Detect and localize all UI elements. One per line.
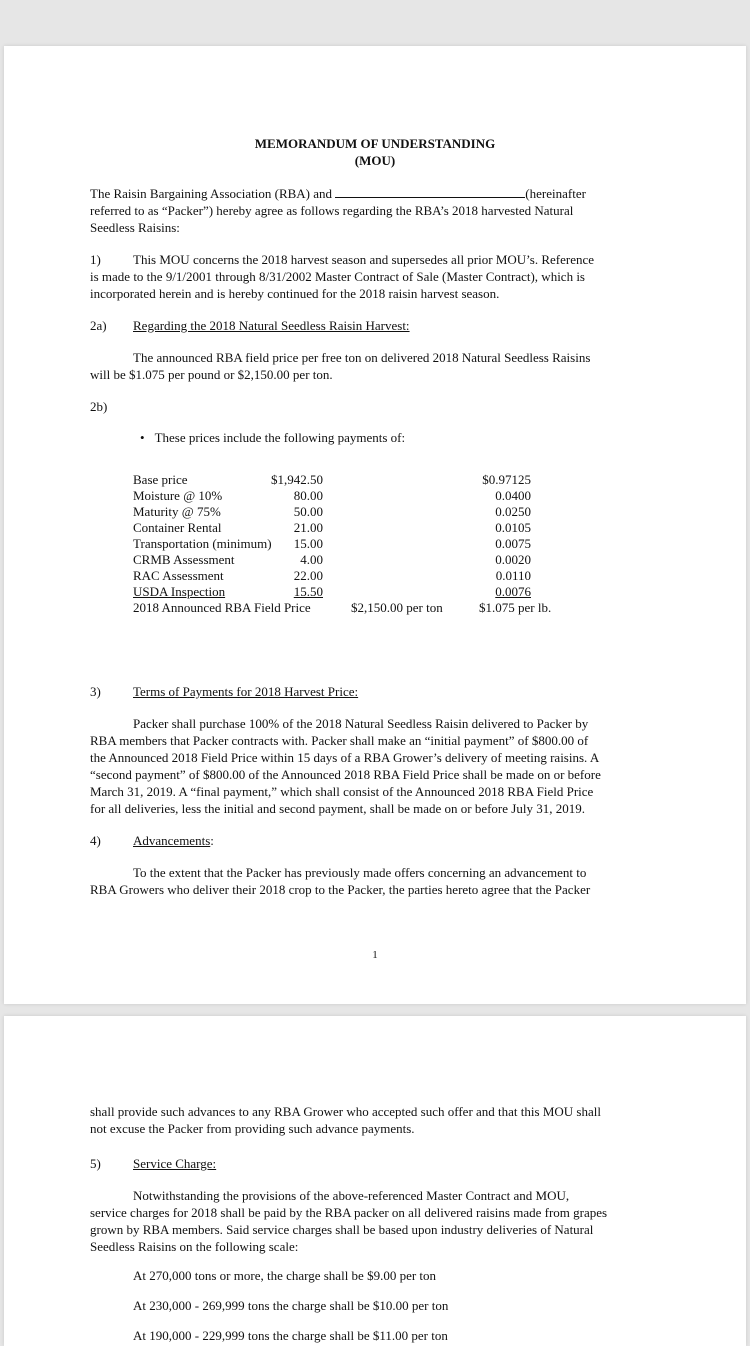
section-1-line-1: This MOU concerns the 2018 harvest season and supersedes all prior MOU’s. Reference <box>133 252 595 267</box>
total-label: 2018 Announced RBA Field Price <box>133 600 311 615</box>
row-label: CRMB Assessment <box>133 552 235 567</box>
row-per-ton: $1,942.50 <box>271 472 323 487</box>
bullet-item <box>140 430 405 446</box>
table-row <box>133 584 593 600</box>
row-per-lb: 0.0076 <box>495 584 531 599</box>
section-4-line-1: To the extent that the Packer has previously made offers concerning an advancement to <box>133 865 587 880</box>
row-per-ton: 21.00 <box>293 520 323 535</box>
section-3-line-5: March 31, 2019. A “final payment,” which shall consist of the Announced 2018 RBA Field Price <box>90 784 594 799</box>
section-3-line-3: the Announced 2018 Field Price within 15 days of a RBA Grower’s delivery of meeting raisins. A <box>90 750 600 765</box>
table-row <box>133 536 593 552</box>
row-per-lb: 0.0020 <box>495 552 531 567</box>
table-row <box>133 488 593 504</box>
row-per-ton: 50.00 <box>293 504 323 519</box>
scale-line-2: At 230,000 - 269,999 tons the charge shall be $10.00 per ton <box>133 1298 449 1313</box>
memo-title: MEMORANDUM OF UNDERSTANDING <box>254 136 496 151</box>
intro-line-2: referred to as “Packer”) hereby agree as follows regarding the RBA’s 2018 harvested Natural <box>90 203 574 218</box>
row-label: Transportation (minimum) <box>133 536 272 551</box>
table-row <box>133 504 593 520</box>
intro-text-a: The Raisin Bargaining Association (RBA) and <box>90 186 333 201</box>
document-page-2 <box>4 1016 746 1346</box>
row-label: Maturity @ 75% <box>133 504 221 519</box>
intro-text-b: (hereinafter <box>525 186 586 201</box>
section-5-line-3: grown by RBA members. Said service charges shall be based upon industry deliveries of Natural <box>90 1222 594 1237</box>
intro-line-1 <box>90 186 586 202</box>
packer-name-blank <box>335 186 525 198</box>
row-per-lb: 0.0105 <box>495 520 531 535</box>
row-per-ton: 22.00 <box>293 568 323 583</box>
section-4-heading-line <box>133 833 214 849</box>
price-breakdown-table <box>133 472 593 616</box>
section-3-line-2: RBA members that Packer contracts with. Packer shall make an “initial payment” of $800.00 of <box>90 733 589 748</box>
section-3-line-4: “second payment” of $800.00 of the Announced 2018 RBA Field Price shall be made on or before <box>90 767 601 782</box>
section-3-heading: Terms of Payments for 2018 Harvest Price: <box>133 684 359 699</box>
row-label: Container Rental <box>133 520 222 535</box>
row-per-lb: $0.97125 <box>482 472 531 487</box>
section-3-line-6: for all deliveries, less the initial and second payment, shall be made on or before July 31, 2019. <box>90 801 585 816</box>
continued-line-2: not excuse the Packer from providing such advance payments. <box>90 1121 415 1136</box>
total-per-lb: $1.075 per lb. <box>479 600 552 615</box>
section-2a-heading: Regarding the 2018 Natural Seedless Raisin Harvest: <box>133 318 410 333</box>
section-4-number: 4) <box>90 833 101 848</box>
section-1-number: 1) <box>90 252 101 267</box>
row-per-ton: 4.00 <box>300 552 323 567</box>
section-3-line-1: Packer shall purchase 100% of the 2018 Natural Seedless Raisin delivered to Packer by <box>133 716 589 731</box>
table-row <box>133 552 593 568</box>
memo-subtitle: (MOU) <box>354 153 396 168</box>
table-row <box>133 472 593 488</box>
section-4-colon: : <box>210 833 214 848</box>
bullet-text: These prices include the following payments of: <box>154 430 406 445</box>
section-2a-line-1: The announced RBA field price per free ton on delivered 2018 Natural Seedless Raisins <box>133 350 591 365</box>
row-per-lb: 0.0250 <box>495 504 531 519</box>
section-5-line-4: Seedless Raisins on the following scale: <box>90 1239 299 1254</box>
section-5-line-2: service charges for 2018 shall be paid by the RBA packer on all delivered raisins made from grapes <box>90 1205 608 1220</box>
document-page-1 <box>4 46 746 1004</box>
bullet-dot-icon: • <box>140 430 145 445</box>
section-1-line-3: incorporated herein and is hereby continued for the 2018 raisin harvest season. <box>90 286 500 301</box>
row-per-lb: 0.0075 <box>495 536 531 551</box>
page-number: 1 <box>372 949 378 961</box>
row-label: Moisture @ 10% <box>133 488 223 503</box>
section-2b-number: 2b) <box>90 399 108 414</box>
table-total-row <box>133 600 593 616</box>
section-2a-line-2: will be $1.075 per pound or $2,150.00 per ton. <box>90 367 333 382</box>
intro-line-3: Seedless Raisins: <box>90 220 180 235</box>
continued-line-1: shall provide such advances to any RBA Grower who accepted such offer and that this MOU shall <box>90 1104 601 1119</box>
table-row <box>133 568 593 584</box>
row-per-lb: 0.0110 <box>495 568 531 583</box>
row-label: RAC Assessment <box>133 568 224 583</box>
section-5-number: 5) <box>90 1156 101 1171</box>
scale-line-3: At 190,000 - 229,999 tons the charge shall be $11.00 per ton <box>133 1328 448 1343</box>
section-2a-number: 2a) <box>90 318 107 333</box>
section-4-heading: Advancements <box>133 833 211 848</box>
scale-line-1: At 270,000 tons or more, the charge shall be $9.00 per ton <box>133 1268 437 1283</box>
row-label: USDA Inspection <box>133 584 226 599</box>
section-3-number: 3) <box>90 684 101 699</box>
row-label: Base price <box>133 472 188 487</box>
row-per-ton: 15.00 <box>293 536 323 551</box>
row-per-lb: 0.0400 <box>495 488 531 503</box>
section-5-line-1: Notwithstanding the provisions of the above-referenced Master Contract and MOU, <box>133 1188 570 1203</box>
total-per-ton: $2,150.00 per ton <box>351 600 443 615</box>
row-per-ton: 15.50 <box>293 584 323 599</box>
section-5-heading: Service Charge: <box>133 1156 217 1171</box>
row-per-ton: 80.00 <box>293 488 323 503</box>
section-1-line-2: is made to the 9/1/2001 through 8/31/2002 Master Contract of Sale (Master Contract), which is <box>90 269 585 284</box>
table-row <box>133 520 593 536</box>
section-4-line-2: RBA Growers who deliver their 2018 crop to the Packer, the parties hereto agree that the Packer <box>90 882 591 897</box>
